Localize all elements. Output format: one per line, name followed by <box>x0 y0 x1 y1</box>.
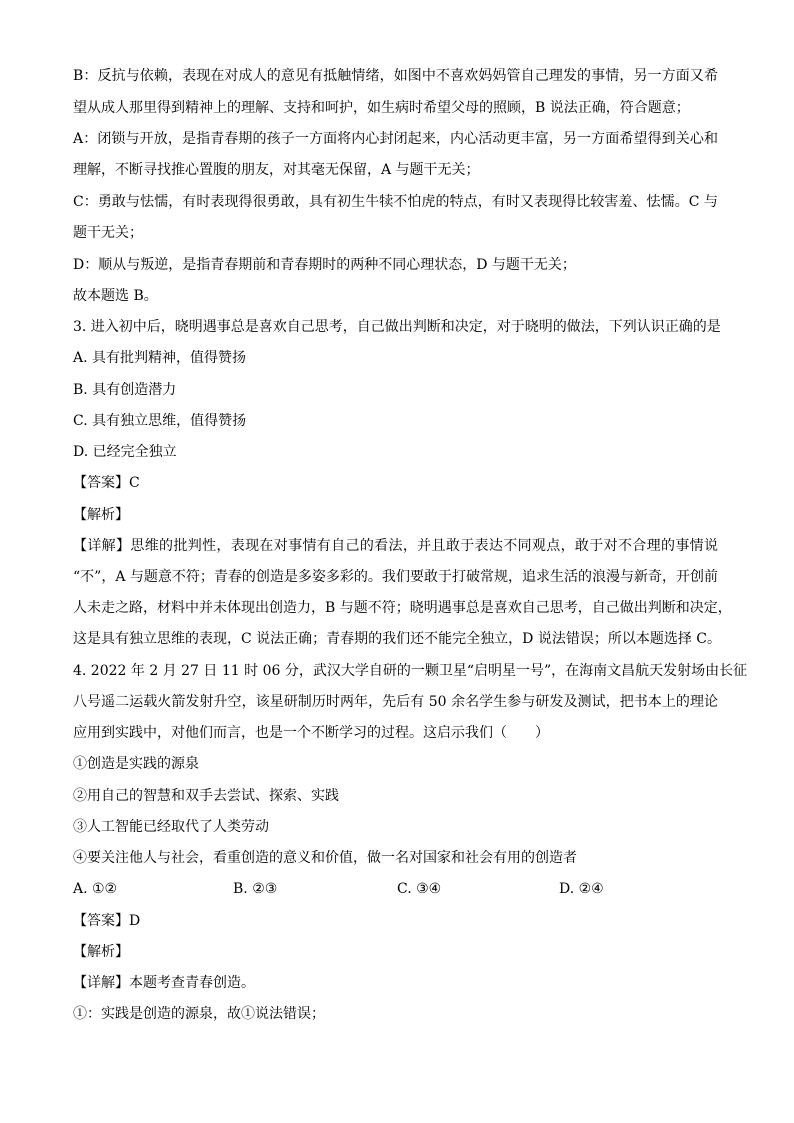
text-line: 八号遥二运载火箭发射升空，该星研制历时两年，先后有 50 余名学生参与研发及测试，把书本上的理论 <box>73 694 718 710</box>
text-line: D：顺从与叛逆，是指青春期前和青春期时的两种不同心理状态，D 与题干无关； <box>73 257 576 273</box>
text-line: A：闭锁与开放，是指青春期的孩子一方面将内心封闭起来，内心活动更丰富，另一方面希望得到关心和 <box>73 131 718 147</box>
answer-label: 【答案】D <box>73 913 141 929</box>
text-line: 这是具有独立思维的表现，C 说法正确；青春期的我们还不能完全独立，D 说法错误；所以本题选择 C。 <box>73 631 721 647</box>
question-3-stem: 3. 进入初中后，晓明遇事总是喜欢自己思考，自己做出判断和决定，对于晓明的做法，下列认识正确的是 <box>73 319 721 335</box>
statement-3: ③人工智能已经取代了人类劳动 <box>73 819 269 835</box>
text-line: 【详解】思维的批判性，表现在对事情有自己的看法，并且敢于表达不同观点，敢于对不合理的事情说 <box>73 538 718 554</box>
statement-1: ①创造是实践的源泉 <box>73 756 199 772</box>
option-b: B. ②③ <box>233 881 278 897</box>
statement-4: ④要关注他人与社会，看重创造的意义和价值，做一名对国家和社会有用的创造者 <box>73 850 577 866</box>
options-row <box>73 879 718 899</box>
text-line: 【详解】本题考查青春创造。 <box>73 975 255 991</box>
text-line: 故本题选 B。 <box>73 288 158 304</box>
analysis-label: 【解析】 <box>73 507 129 523</box>
option-c: C. 具有独立思维，值得赞扬 <box>73 413 247 429</box>
text-line: 人未走之路，材料中并未体现出创造力，B 与题不符；晓明遇事总是喜欢自己思考，自己做出判断和决定， <box>73 600 732 616</box>
text-line: 望从成人那里得到精神上的理解、支持和呵护，如生病时希望父母的照顾，B 说法正确，符合题意； <box>73 100 690 116</box>
statement-2: ②用自己的智慧和双手去尝试、探索、实践 <box>73 788 339 804</box>
question-4-stem: 4. 2022 年 2 月 27 日 11 时 06 分，武汉大学自研的一颗卫星“启明星一号”，在海南文昌航天发射场由长征 <box>73 663 748 679</box>
text-line: 理解，不断寻找推心置腹的朋友，对其毫无保留，A 与题干无关； <box>73 162 480 178</box>
text-line: 题干无关； <box>73 225 143 241</box>
option-c: C. ③④ <box>397 881 442 897</box>
option-b: B. 具有创造潜力 <box>73 382 177 398</box>
option-a: A. 具有批判精神，值得赞扬 <box>73 350 247 366</box>
option-d: D. 已经完全独立 <box>73 444 177 460</box>
option-d: D. ②④ <box>559 881 604 897</box>
option-a: A. ①② <box>73 881 118 897</box>
text-line: “不”，A 与题意不符；青春的创造是多姿多彩的。我们要敢于打破常规，追求生活的浪漫与新奇，开创前 <box>73 569 718 585</box>
text-line: C：勇敢与怯懦，有时表现得很勇敢，具有初生牛犊不怕虎的特点，有时又表现得比较害羞、怯懦。C 与 <box>73 194 718 210</box>
analysis-label: 【解析】 <box>73 944 129 960</box>
text-line: 应用到实践中，对他们而言，也是一个不断学习的过程。这启示我们（ ） <box>73 725 549 741</box>
answer-label: 【答案】C <box>73 475 140 491</box>
text-line: B：反抗与依赖，表现在对成人的意见有抵触情绪，如图中不喜欢妈妈管自己理发的事情，另一方面又希 <box>73 68 718 84</box>
text-line: ①：实践是创造的源泉，故①说法错误； <box>73 1006 325 1022</box>
